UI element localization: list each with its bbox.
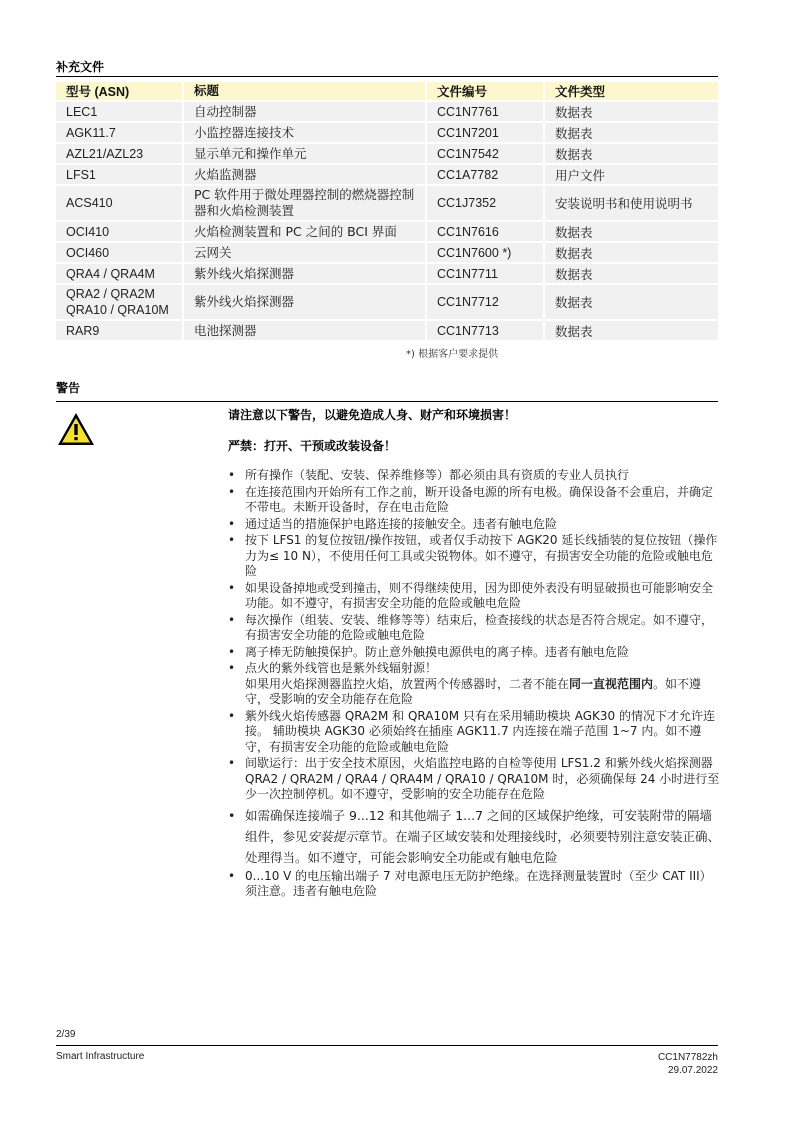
list-item: • 通过适当的措施保护电路连接的接触安全。违者有触电危险 bbox=[228, 516, 558, 531]
cell-docnum: CC1N7711 bbox=[425, 264, 543, 283]
cell-title: 火焰监测器 bbox=[182, 165, 425, 184]
list-item: • 紫外线火焰传感器 QRA2M 和 QRA10M 只有在采用辅助模块 AGK30 的情况下才允许连接。 辅助模块 AGK30 必须始终在插座 AGK11.7 内连接在端子范围 1~7 内。如不遵守，有损害安全功能的危险或触电危险 bbox=[228, 708, 715, 754]
cell-title: 紫外线火焰探测器 bbox=[182, 264, 425, 283]
cell-docnum: CC1N7761 bbox=[425, 102, 543, 121]
list-item: • 每次操作（组装、安装、维修等等）结束后，检查接线的状态是否符合规定。如不遵守，有损害安全功能的危险或触电危险 bbox=[228, 612, 714, 642]
table-row bbox=[56, 264, 718, 283]
item-text: 如果用火焰探测器监控火焰，放置两个传感器时，二者不能在 bbox=[245, 676, 570, 691]
cell-doctype: 数据表 bbox=[543, 144, 718, 163]
cell-title: 电池探测器 bbox=[182, 321, 425, 340]
cell-doctype: 用户文件 bbox=[543, 165, 718, 184]
cell-title: 显示单元和操作单元 bbox=[182, 144, 425, 163]
item-reference: 安装提示 bbox=[307, 828, 358, 844]
item-emphasis: 同一直视范围内 bbox=[569, 676, 654, 691]
header-cell: 文件编号 bbox=[425, 82, 543, 100]
item-text: 如果设备掉地或受到撞击，则不得继续使用，因为即使外表没有明显破损也可能影响安全功能。如不遵守，有损害安全功能的危险或触电危险 bbox=[245, 580, 714, 610]
list-item: • 间歇运行：出于安全技术原因，火焰监控电路的自检等使用 LFS1.2 和紫外线火焰探测器 QRA2 / QRA2M / QRA4 / QRA4M / QRA10 / QRA10M 时，必须确保每 24 小时进行至少一次控制停机。如不遵守，受影响的安全功能存在危险 bbox=[228, 756, 720, 801]
table-row bbox=[56, 102, 718, 121]
cell-doctype: 数据表 bbox=[543, 264, 718, 283]
cell-doctype: 数据表 bbox=[543, 321, 718, 340]
cell-title: 紫外线火焰探测器 bbox=[182, 285, 425, 319]
table-row bbox=[56, 285, 718, 319]
cell-docnum: CC1N7616 bbox=[425, 222, 543, 241]
section-rule bbox=[56, 401, 718, 402]
cell-docnum: CC1N7713 bbox=[425, 321, 543, 340]
list-item: • 离子棒无防触摸保护。防止意外触摸电源供电的离子棒。违者有触电危险 bbox=[228, 644, 630, 659]
cell-title: 小监控器连接技术 bbox=[182, 123, 425, 142]
cell-doctype: 安装说明书和使用说明书 bbox=[543, 186, 718, 220]
cell-docnum: CC1N7600 *) bbox=[425, 243, 543, 262]
cell-type: OCI460 bbox=[56, 243, 182, 262]
item-text: 在连接范围内开始所有工作之前，断开设备电源的所有电极。确保设备不会重启，并确定不带电。未断开设备时，存在电击危险 bbox=[245, 484, 714, 514]
footer-doc-info bbox=[658, 1051, 718, 1077]
cell-type: LEC1 bbox=[56, 102, 182, 121]
footer-date: 29.07.2022 bbox=[667, 1065, 718, 1076]
cell-title: 自动控制器 bbox=[182, 102, 425, 121]
list-item: • 点火的紫外线管也是紫外线辐射源！ 如果用火焰探测器监控火焰，放置两个传感器时，二者不能在同一直视范围内。如不遵守，受影响的安全功能存在危险 bbox=[228, 661, 702, 706]
cell-docnum: CC1N7712 bbox=[425, 285, 543, 319]
item-text: 点火的紫外线管也是紫外线辐射源！ bbox=[245, 661, 438, 675]
section-title-supplementary: 补充文件 bbox=[56, 60, 105, 74]
cell-type: OCI410 bbox=[56, 222, 182, 241]
footer-doc-number: CC1N7782zh bbox=[657, 1052, 718, 1063]
cell-docnum: CC1N7542 bbox=[425, 144, 543, 163]
warning-list bbox=[228, 468, 722, 901]
item-text: 离子棒无防触摸保护。防止意外触摸电源供电的离子棒。违者有触电危险 bbox=[245, 644, 630, 659]
header-cell: 标题 bbox=[182, 82, 425, 100]
page-number: 2/39 bbox=[56, 1029, 76, 1040]
section-rule bbox=[56, 76, 718, 77]
header-cell: 型号 (ASN) bbox=[56, 82, 182, 100]
item-text: 通过适当的措施保护电路连接的接触安全。违者有触电危险 bbox=[245, 516, 558, 531]
item-text: 。如不遵守，受影响的安全功能存在危险 bbox=[245, 676, 702, 706]
list-item: • 所有操作（装配、安装、保养维修等）都必须由具有资质的专业人员执行 bbox=[228, 468, 630, 482]
table-row bbox=[56, 144, 718, 163]
item-text: 按下 LFS1 的复位按钮/操作按钮，或者仅手动按下 AGK20 延长线插装的复位按钮（操作力为≤ 10 N），不使用任何工具或尖锐物体。如不遵守，有损害安全功能的危险或触电危险 bbox=[245, 533, 718, 578]
cell-type: QRA2 / QRA2M QRA10 / QRA10M bbox=[56, 285, 182, 319]
table-row bbox=[56, 243, 718, 262]
cell-title: 火焰检测装置和 PC 之间的 BCI 界面 bbox=[182, 222, 425, 241]
cell-doctype: 数据表 bbox=[543, 243, 718, 262]
cell-type: AZL21/AZL23 bbox=[56, 144, 182, 163]
cell-docnum: CC1A7782 bbox=[425, 165, 543, 184]
table-row bbox=[56, 222, 718, 241]
footer-rule bbox=[56, 1045, 718, 1046]
cell-doctype: 数据表 bbox=[543, 222, 718, 241]
item-text: 章节。在端子区域安装和处理接线时，必须要特别注意安装正确、处理得当。如不遵守，可能会影响安全功能或有触电危险 bbox=[245, 828, 721, 865]
cell-docnum: CC1J7352 bbox=[425, 186, 543, 220]
documents-table bbox=[56, 80, 718, 342]
item-text: 如需确保连接端子 9...12 和其他端子 1...7 之间的区域保护绝缘，可安装附带的隔墙组件，参见 bbox=[245, 807, 712, 844]
table-row bbox=[56, 123, 718, 142]
cell-type: QRA4 / QRA4M bbox=[56, 264, 182, 283]
cell-title: PC 软件用于微处理器控制的燃烧器控制器和火焰检测装置 bbox=[182, 186, 425, 220]
cell-docnum: CC1N7201 bbox=[425, 123, 543, 142]
cell-type: LFS1 bbox=[56, 165, 182, 184]
list-item: • 在连接范围内开始所有工作之前，断开设备电源的所有电极。确保设备不会重启，并确定不带电。未断开设备时，存在电击危险 bbox=[228, 484, 714, 514]
cell-type: RAR9 bbox=[56, 321, 182, 340]
section-title-warning: 警告 bbox=[56, 381, 81, 395]
cell-doctype: 数据表 bbox=[543, 123, 718, 142]
cell-doctype: 数据表 bbox=[543, 102, 718, 121]
warning-heading: 请注意以下警告，以避免造成人身、财产和环境损害！ bbox=[228, 408, 517, 422]
item-text: 间歇运行：出于安全技术原因，火焰监控电路的自检等使用 LFS1.2 和紫外线火焰探测器 QRA2 / QRA2M / QRA4 / QRA4M / QRA10 / QRA10M 时，必须确保每 24 小时进行至少一次控制停机。如不遵守，受影响的安全功能存在危险 bbox=[245, 756, 720, 801]
list-item: • 按下 LFS1 的复位按钮/操作按钮，或者仅手动按下 AGK20 延长线插装的复位按钮（操作力为≤ 10 N），不使用任何工具或尖锐物体。如不遵守，有损害安全功能的危险或触电危险 bbox=[228, 533, 718, 578]
table-row bbox=[56, 321, 718, 340]
header-cell: 文件类型 bbox=[543, 82, 718, 100]
cell-doctype: 数据表 bbox=[543, 285, 718, 319]
footer-company: Smart Infrastructure bbox=[56, 1051, 145, 1062]
table-footnote: *) 根据客户要求提供 bbox=[406, 349, 499, 360]
warning-prohibition: 严禁：打开、干预或改装设备！ bbox=[228, 439, 397, 453]
cell-type: ACS410 bbox=[56, 186, 182, 220]
warning-triangle-icon bbox=[56, 411, 96, 447]
cell-title: 云网关 bbox=[182, 243, 425, 262]
table-row bbox=[56, 165, 718, 184]
item-text: 每次操作（组装、安装、维修等等）结束后，检查接线的状态是否符合规定。如不遵守，有损害安全功能的危险或触电危险 bbox=[245, 612, 714, 642]
list-item: • 0...10 V 的电压输出端子 7 对电源电压无防护绝缘。在选择测量装置时（至少 CAT III）须注意。违者有触电危险 bbox=[228, 868, 712, 898]
list-item: • 如需确保连接端子 9...12 和其他端子 1...7 之间的区域保护绝缘，可安装附带的隔墙组件，参见安装提示章节。在端子区域安装和处理接线时，必须要特别注意安装正确、处理得当。如不遵守，可能会影响安全功能或有触电危险 bbox=[228, 807, 721, 865]
cell-type: AGK11.7 bbox=[56, 123, 182, 142]
table-header-row bbox=[56, 82, 718, 100]
item-text: 紫外线火焰传感器 QRA2M 和 QRA10M 只有在采用辅助模块 AGK30 的情况下才允许连接。 辅助模块 AGK30 必须始终在插座 AGK11.7 内连接在端子范围 1~7 内。如不遵守，有损害安全功能的危险或触电危险 bbox=[245, 708, 715, 754]
item-text: 所有操作（装配、安装、保养维修等）都必须由具有资质的专业人员执行 bbox=[245, 468, 630, 482]
table-row bbox=[56, 186, 718, 220]
list-item: • 如果设备掉地或受到撞击，则不得继续使用，因为即使外表没有明显破损也可能影响安全功能。如不遵守，有损害安全功能的危险或触电危险 bbox=[228, 580, 714, 610]
item-text: 0...10 V 的电压输出端子 7 对电源电压无防护绝缘。在选择测量装置时（至少 CAT III）须注意。违者有触电危险 bbox=[245, 868, 712, 898]
